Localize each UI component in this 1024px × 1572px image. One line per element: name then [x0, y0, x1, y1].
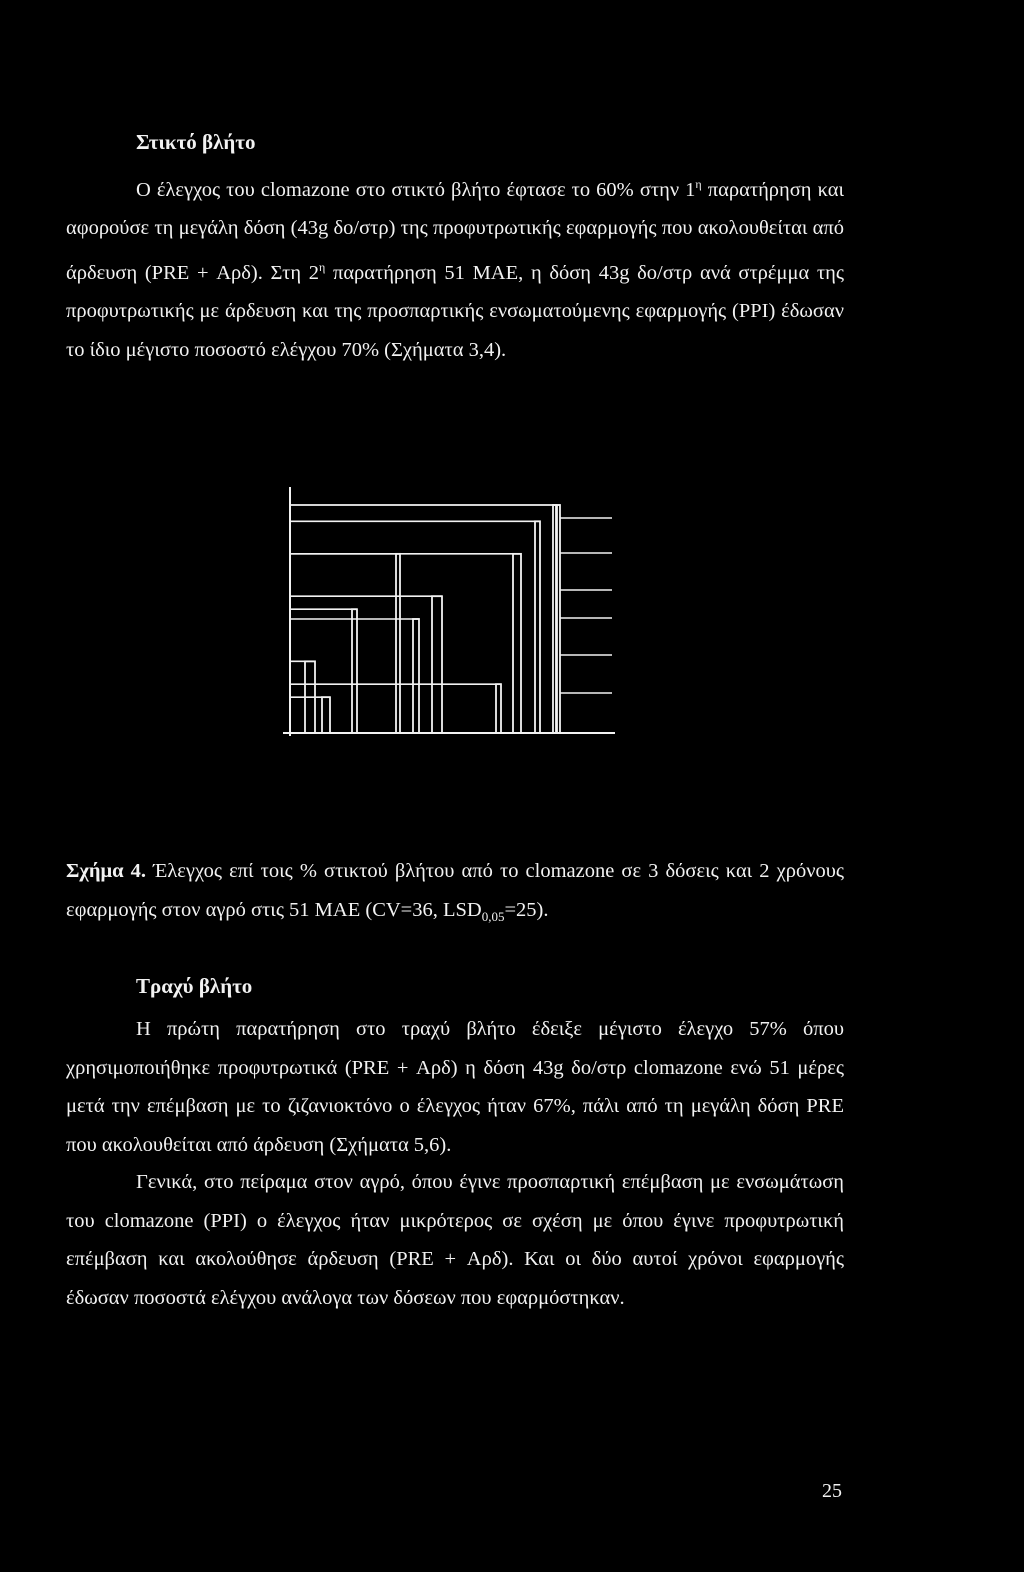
chart-bar: [496, 684, 501, 733]
paragraph-3-text: Γενικά, στο πείραμα στον αγρό, όπου έγινε προσπαρτική επέμβαση με ενσωμάτωση του clomazone (PPI) ο έλεγχος ήταν μικρότερος σε σχέση με όπου έγινε προφυτρωτική επέμβαση και ακολούθησε άρδευση (PRE + Αρδ). Και οι δύο αυτοί χρόνοι εφαρμογής έδωσαν ποσοστά ελέγχου ανάλογα των δόσεων που εφαρμόστηκαν.: [66, 1171, 844, 1309]
caption-label: Σχήμα 4.: [66, 860, 147, 882]
chart-bar: [413, 619, 419, 733]
chart-bar: [535, 521, 540, 733]
paragraph-1-part-a: Ο έλεγχος του clomazone στο στικτό βλήτο έφτασε το 60% στην 1: [136, 178, 696, 201]
superscript-1: η: [695, 177, 702, 191]
paragraph-2-text: Η πρώτη παρατήρηση στο τραχύ βλήτο έδειξε μέγιστο έλεγχο 57% όπου χρησιμοποιήθηκε προφυτρωτικά (PRE + Αρδ) η δόση 43g δο/στρ clomazone ενώ 51 μέρες μετά την επέμβαση με το ζιζανιοκτόνο ο έλεγχος ήταν 67%, πάλι από τη μεγάλη δόση PRE που ακολουθείται από άρδευση (Σχήματα 5,6).: [66, 1018, 844, 1156]
chart-bar: [322, 697, 330, 733]
chart-bar: [396, 554, 400, 733]
chart-bar: [352, 609, 357, 733]
caption-text-end: =25).: [504, 899, 549, 921]
chart-bar: [553, 505, 556, 733]
paragraph-1-part-b: παρατήρηση και αφορούσε τη μεγάλη δόση (43g δο/στρ) της προφυτρωτικής εφαρμογής που ακολουθείται από άρδευση (PRE + Αρδ). Στη 2: [66, 178, 844, 284]
page-number: 25: [822, 1480, 842, 1502]
chart-bar: [432, 596, 442, 733]
caption-text: Έλεγχος επί τοις % στικτού βλήτου από το clomazone σε 3 δόσεις και 2 χρόνους εφαρμογής στον αγρό στις 51 ΜΑΕ (CV=36, LSD: [66, 860, 844, 921]
superscript-2: η: [319, 259, 326, 274]
figure-caption: [66, 852, 844, 936]
chart-gridlines: [290, 505, 612, 697]
paragraph-3: [66, 1163, 844, 1317]
chart-bar: [513, 554, 521, 733]
paragraph-1-part-c: παρατήρηση 51 ΜΑΕ, η δόση 43g δο/στρ ανά στρέμμα της προφυτρωτικής με άρδευση και της προσπαρτικής ενσωματούμενης εφαρμογής (PPI) έδωσαν το ίδιο μέγιστο ποσοστό ελέγχου 70% (Σχήματα 3,4).: [66, 261, 845, 361]
paragraph-2: [66, 1010, 844, 1164]
bar-chart-figure-4: [0, 0, 1024, 760]
chart-bar: [557, 505, 560, 733]
section-heading-trachý-vlíto: Τραχύ βλήτο: [136, 974, 253, 998]
section-heading-stiktó-vlíto: Στικτό βλήτο: [136, 130, 256, 154]
caption-subscript: 0,05: [481, 909, 505, 925]
